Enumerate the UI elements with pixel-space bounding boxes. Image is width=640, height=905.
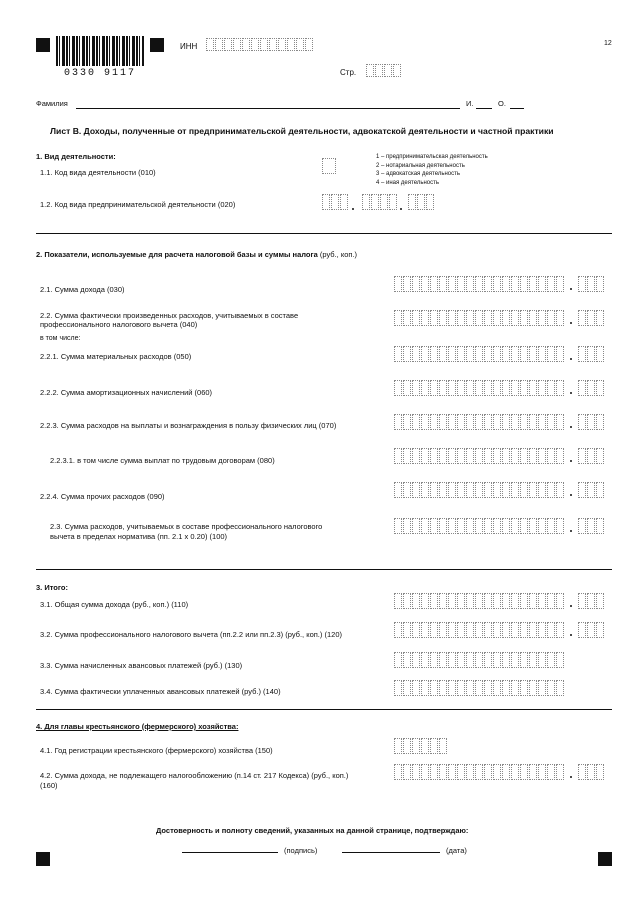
amount-field-130[interactable] [394,652,614,672]
patronymic-initial-label: О. [498,99,506,108]
row-120-label: 3.2. Сумма профессионального налогового вычета (пп.2.2 или пп.2.3) (руб., коп.) (120) [40,630,342,639]
decimal-point [570,322,572,324]
registration-marker-bottom-left [36,852,50,866]
amount-field-100[interactable] [394,518,614,538]
section-divider [36,569,612,570]
section2-heading: 2. Показатели, используемые для расчета налоговой базы и суммы налога (руб., коп.) [36,250,358,259]
decimal-point [570,460,572,462]
row-060-label: 2.2.2. Сумма амортизационных начислений (060) [40,388,213,397]
registration-marker-bottom-right [598,852,612,866]
barcode-number: 0330 9117 [64,68,137,79]
row-150-label: 4.1. Год регистрации крестьянского (фермерского) хозяйства (150) [40,746,273,755]
date-line[interactable] [342,852,440,853]
amount-field-070[interactable] [394,414,614,434]
code-separator-dot [352,208,354,210]
decimal-point [570,392,572,394]
first-initial-field[interactable] [476,108,492,109]
section-divider [36,233,612,234]
row-050-label: 2.2.1. Сумма материальных расходов (050) [40,352,192,361]
registration-marker-top-left [36,38,50,52]
amount-field-050[interactable] [394,346,614,366]
amount-field-090[interactable] [394,482,614,502]
decimal-point [570,288,572,290]
decimal-point [570,776,572,778]
row-130-label: 3.3. Сумма начисленных авансовых платежей (руб.) (130) [40,661,243,670]
decimal-point [570,530,572,532]
surname-label: Фамилия [36,99,68,108]
amount-field-140[interactable] [394,680,614,700]
decimal-point [570,358,572,360]
page-cells[interactable] [366,64,402,77]
decimal-point [570,605,572,607]
amount-field-160[interactable] [394,764,614,784]
amount-field-120[interactable] [394,622,614,642]
including-label: в том числе: [40,335,81,342]
business-code-020-part2[interactable] [362,194,398,210]
page-label: Стр. [340,68,357,77]
row-160-label: 4.2. Сумма дохода, не подлежащего налогообложению (п.14 ст. 217 Кодекса) (руб., коп.) (160) [40,771,349,790]
signature-label: (подпись) [284,846,318,855]
amount-field-080[interactable] [394,448,614,468]
decimal-point [570,494,572,496]
row-140-label: 3.4. Сумма фактически уплаченных авансовых платежей (руб.) (140) [40,687,281,696]
decimal-point [570,634,572,636]
registration-year-150[interactable] [394,738,448,754]
row-090-label: 2.2.4. Сумма прочих расходов (090) [40,492,165,501]
amount-field-110[interactable] [394,593,614,613]
business-code-020-part3[interactable] [408,194,435,210]
activity-legend: 1 – предпринимательская деятельность 2 – нотариальная деятельность 3 – адвокатская деятельность 4 – иная деятельность [376,154,488,186]
row-030-label: 2.1. Сумма дохода (030) [40,285,125,294]
date-label: (дата) [446,846,467,855]
registration-marker-top-mid [150,38,164,52]
sheet-title: Лист В. Доходы, полученные от предпринимательской деятельности, адвокатской деятельности и частной практики [50,126,554,136]
first-initial-label: И. [466,99,474,108]
inn-label: ИНН [180,42,198,51]
amount-field-040[interactable] [394,310,614,330]
section4-heading: 4. Для главы крестьянского (фермерского) хозяйства: [36,722,239,731]
section3-heading: 3. Итого: [36,583,68,592]
surname-field[interactable] [76,108,460,109]
row-020-label: 1.2. Код вида предпринимательской деятельности (020) [40,200,236,209]
row-110-label: 3.1. Общая сумма дохода (руб., коп.) (110) [40,600,189,609]
amount-field-060[interactable] [394,380,614,400]
code-separator-dot [400,208,402,210]
section1-heading: 1. Вид деятельности: [36,152,116,161]
decimal-point [570,426,572,428]
row-100-label: 2.3. Сумма расходов, учитываемых в составе профессионального налогового вычета в пределах норматива (пп. 2.1 х 0.20) (100) [50,522,323,541]
inn-cells[interactable] [206,38,314,51]
row-070-label: 2.2.3. Сумма расходов на выплаты и вознаграждения в пользу физических лиц (070) [40,421,337,430]
activity-code-010[interactable] [322,158,337,174]
page-corner-number: 12 [604,40,612,47]
section-divider [36,709,612,710]
row-010-label: 1.1. Код вида деятельности (010) [40,168,156,177]
barcode [56,36,144,66]
row-040-label: 2.2. Сумма фактически произведенных расходов, учитываемых в составе профессионального налогового вычета (040) [40,311,299,329]
amount-field-030[interactable] [394,276,614,296]
confirmation-text: Достоверность и полноту сведений, указанных на данной странице, подтверждаю: [156,826,469,835]
row-080-label: 2.2.3.1. в том числе сумма выплат по трудовым договорам (080) [50,456,275,465]
signature-line[interactable] [182,852,278,853]
business-code-020-part1[interactable] [322,194,349,210]
patronymic-initial-field[interactable] [510,108,524,109]
